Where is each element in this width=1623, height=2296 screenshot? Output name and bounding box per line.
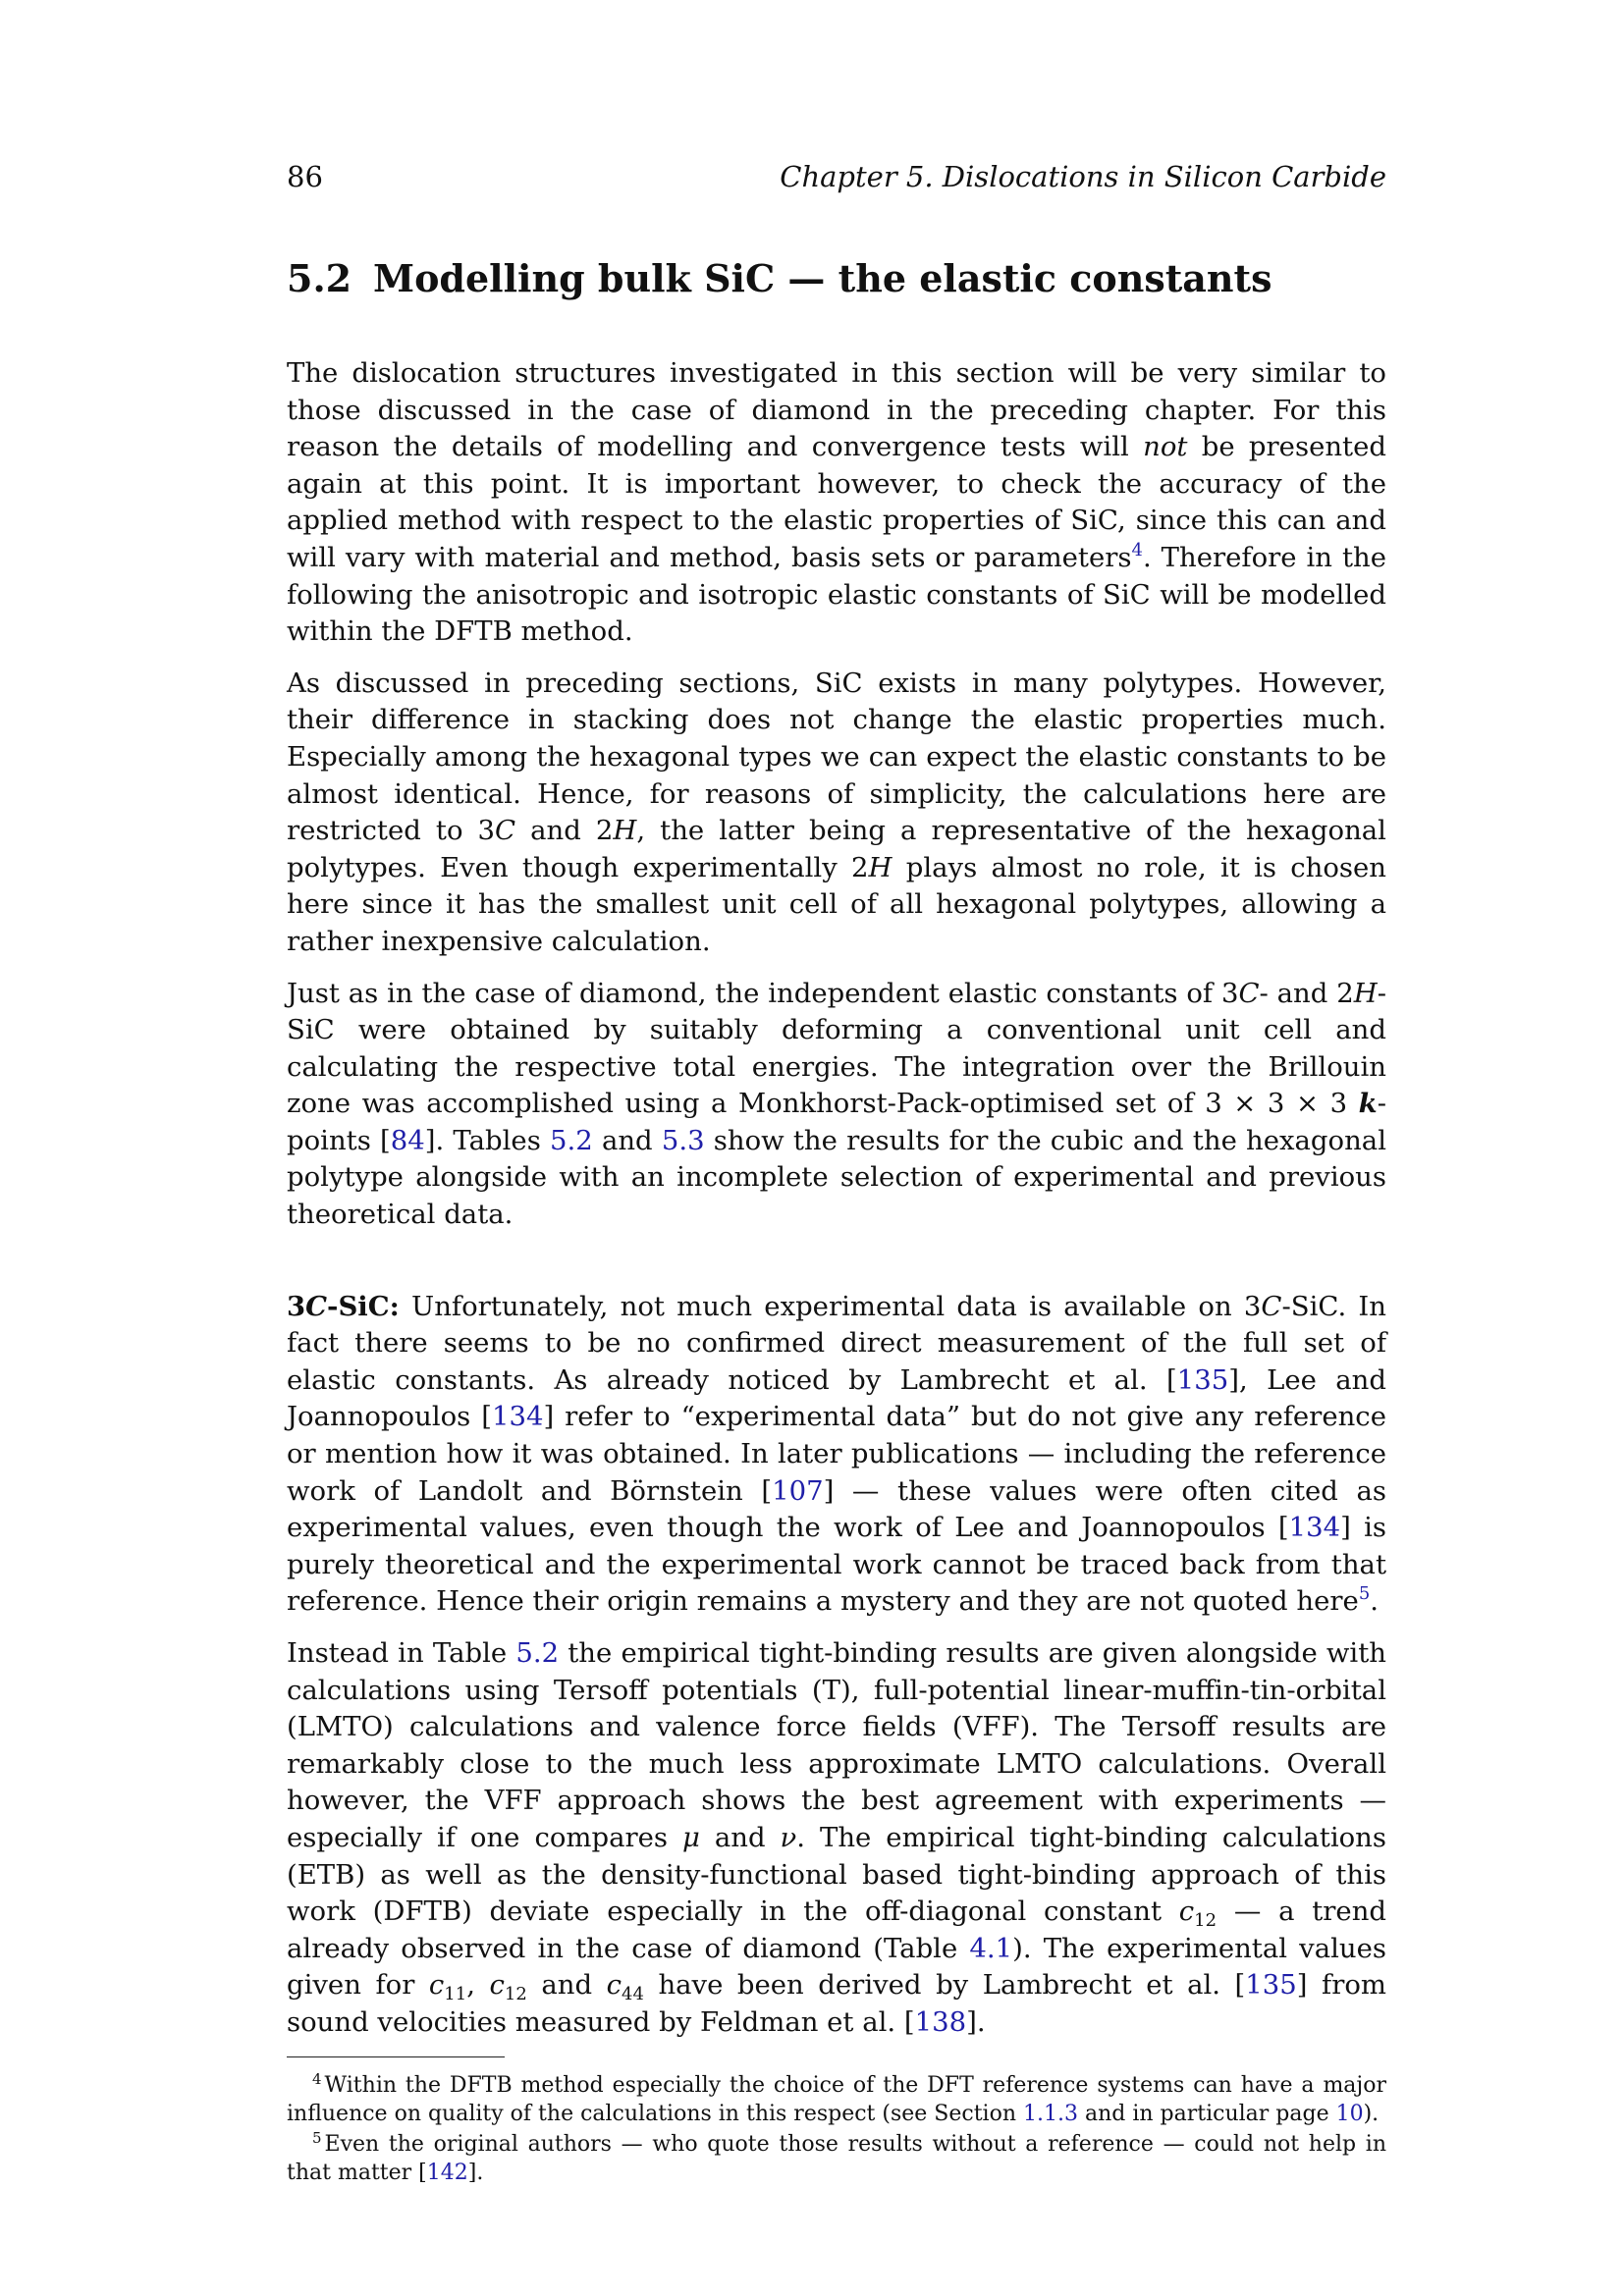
table-link[interactable]: 5.3	[661, 1124, 705, 1156]
citation-link[interactable]: 134	[1288, 1512, 1341, 1544]
paragraph-comparison: Instead in Table 5.2 the empirical tight-binding results are given alongside with calculations using Tersoff potentials (T), full-potential linear-muffin-tin-orbital (LMTO) calculations and valence force fields (VFF). The Tersoff results are remarkably close to the much less approximate LMTO calculations. Overall however, the VFF approach shows the best agreement with experiments — especially if one compares μ and ν. The empirical tight-binding calculations (ETB) as well as the density-functional based tight-binding approach of this work (DFTB) deviate especially in the off-diagonal constant $c_{12}$ — a trend already observed in the case of diamond (Table 4.1). The experimental values given for $c_{11}$, $c_{12}$ and $c_{44}$ have been derived by Lambrecht et al. [135] from sound velocities measured by Feldman et al. [138].	[287, 1637, 1387, 2038]
section-heading	[287, 257, 1386, 300]
footnote-divider	[287, 2056, 505, 2057]
paragraph-3c-sic: 3C-SiC: Unfortunately, not much experimental data is available on 3C-SiC. In fact there seems to be no confirmed direct measurement of the full set of elastic constants. As already noticed by Lambrecht et al. [135], Lee and Joannopoulos [134] refer to “experimental data” but do not give any reference or mention how it was obtained. In later publications — including the reference work of Landolt and Börnstein [107] — these values were often cited as experimental values, even though the work of Lee and Joannopoulos [134] is purely theoretical and the experimental work cannot be traced back from that reference. Hence their origin remains a mystery and they are not quoted here$^5$.	[287, 1290, 1386, 1618]
citation-link[interactable]: 135	[1176, 1363, 1229, 1396]
section-title: Modelling bulk SiC — the elastic constants	[373, 256, 1272, 300]
page-number: 86	[287, 160, 323, 193]
section-link[interactable]: 1.1.3	[1023, 2101, 1078, 2126]
footnote-marker-5[interactable]: 5	[1358, 1583, 1371, 1605]
citation-link[interactable]: 134	[491, 1401, 544, 1433]
table-link[interactable]: 5.2	[550, 1124, 593, 1156]
page	[287, 157, 1386, 2189]
table-link[interactable]: 4.1	[969, 1932, 1013, 1964]
footnote-4: $^4$ Within the DFTB method especially the choice of the DFT reference systems can have a major influence on quality of the calculations in this respect (see Section 1.1.3 and in particular page 10).	[287, 2069, 1386, 2126]
chapter-title: Chapter 5. Dislocations in Silicon Carbide	[780, 160, 1386, 193]
citation-link[interactable]: 84	[390, 1124, 425, 1156]
citation-link[interactable]: 138	[914, 2005, 967, 2038]
citation-link[interactable]: 142	[426, 2160, 468, 2185]
section-number: 5.2	[287, 256, 352, 300]
citation-link[interactable]: 135	[1245, 1969, 1297, 2002]
running-header	[287, 157, 1386, 196]
paragraph-lead: 3C-SiC:	[287, 1290, 400, 1322]
paragraph-polytypes: As discussed in preceding sections, SiC exists in many polytypes. However, their difference in stacking does not change the elastic properties much. Especially among the hexagonal types we can expect the elastic constants to be almost identical. Hence, for reasons of simplicity, the calculations here are restricted to 3C and 2H, the latter being a representative of the hexagonal polytypes. Even though experimentally 2H plays almost no role, it is chosen here since it has the smallest unit cell of all hexagonal polytypes, allowing a rather inexpensive calculation.	[287, 667, 1387, 957]
page-link[interactable]: 10	[1335, 2101, 1364, 2126]
paragraph-intro: The dislocation structures investigated in this section will be very similar to those discussed in the case of diamond in the preceding chapter. For this reason the details of modelling and convergence tests will not be presented again at this point. It is important however, to check the accuracy of the applied method with respect to the elastic properties of SiC, since this can and will vary with material and method, basis sets or parameters$^4$. Therefore in the following the anisotropic and isotropic elastic constants of SiC will be modelled within the DFTB method.	[287, 357, 1386, 648]
paragraph-method: Just as in the case of diamond, the independent elastic constants of 3C- and 2H-SiC were obtained by suitably deforming a conventional unit cell and calculating the respective total energies. The integration over the Brillouin zone was accomplished using a Monkhorst-Pack-optimised set of 3 × 3 × 3 k-points [84]. Tables 5.2 and 5.3 show the results for the cubic and the hexagonal polytype alongside with an incomplete selection of experimental and previous theoretical data.	[287, 977, 1386, 1231]
footnote-5: $^5$ Even the original authors — who quote those results without a reference — could not help in that matter [142].	[287, 2128, 1386, 2185]
table-link[interactable]: 5.2	[515, 1637, 560, 1669]
citation-link[interactable]: 107	[772, 1474, 824, 1507]
footnote-marker-4[interactable]: 4	[1131, 539, 1143, 561]
